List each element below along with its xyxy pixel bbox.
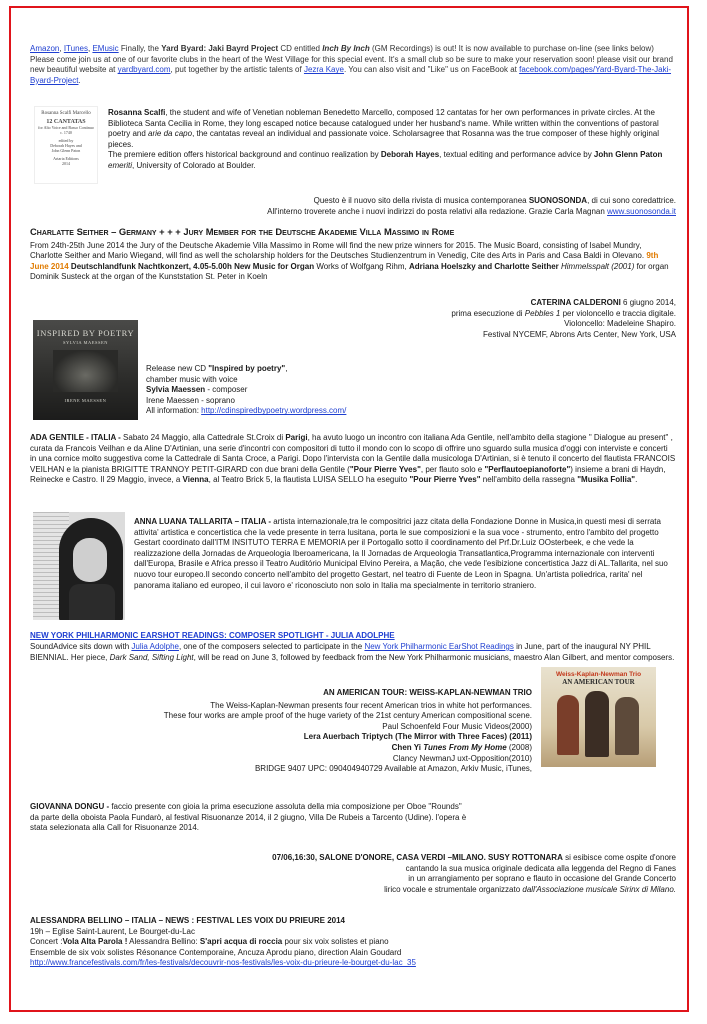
julia-link[interactable]: Julia Adolphe — [131, 642, 179, 651]
scalfi-text: , the student and wife of Venetian nobleman Benedetto Marcello, composed 12 cantatas for her own performances in private circles. At the Biblioteca Santa Cecilia in Rome, they long escaped notice because catalogued under her husband's name. While written within the conventions of pastoral poetry and — [108, 108, 659, 139]
wkn-cover-figure — [557, 695, 579, 755]
inspired-by-poetry-cover — [33, 320, 138, 420]
seither-text: Works of Wolfgang Rihm, — [314, 261, 409, 271]
amazon-link[interactable]: Amazon — [30, 44, 60, 53]
poetry-text: Irene Maessen - soprano — [146, 395, 235, 405]
seither-text: for organ Dominik Susteck at the organ of the Kunststation St. Peter in Koeln — [30, 261, 669, 282]
poetry-block — [146, 364, 546, 417]
scalfi-text: , textual editing and performance advice by — [439, 150, 594, 160]
intro-text: . You can also visit and "Like" us on FaceBook at — [343, 65, 520, 75]
yardbyard-link[interactable]: yardbyard.com — [117, 65, 171, 75]
bellino-piece: S'apri acqua di roccia — [199, 937, 283, 947]
earshot-block — [30, 631, 424, 642]
poetry-cover-photo — [53, 350, 118, 392]
poetry-text: chamber music with voice — [146, 374, 238, 384]
earshot-heading-link[interactable]: NEW YORK PHILHARMONIC EARSHOT READINGS: COMPOSER SPOTLIGHT - JULIA ADOLPHE — [30, 631, 395, 640]
wkn-text: BRIDGE 9407 UPC: 090404940729 Available at Amazon, Arkiv Music, iTunes, — [254, 764, 532, 774]
calderoni-name: CATERINA CALDERONI — [530, 298, 621, 307]
cover-line: edited by — [58, 138, 74, 143]
wkn-text: (2008) — [506, 742, 532, 752]
scalfi-text: The premiere edition offers historical background and continuo realization by — [108, 150, 381, 160]
poetry-cover-title: INSPIRED BY POETRY — [36, 328, 135, 338]
calderoni-text: Festival NYCEMF, Abrons Arts Center, New York, USA — [483, 329, 676, 339]
gentile-rassegna: "Musika Follia" — [577, 475, 636, 485]
poetry-text: All information: — [146, 406, 202, 416]
gentile-piece: "Pour Pierre Yves" — [349, 464, 421, 474]
gentile-name: ADA GENTILE - ITALIA - — [30, 433, 124, 442]
calderoni-text: per violoncello e traccia digitale. — [560, 308, 676, 318]
rottonara-text: in un arrangiamento per soprano e flauto in occasione del Grande Concerto — [408, 874, 676, 884]
intro-text: (GM Recordings) is out! It is now available to purchase on-line (see links below) Please come join us at one of our favorite clubs in the heart of the West Village for this special event. It's a small club so be sure to make your reservation soon! please visit our brand new beautiful website at — [30, 44, 673, 75]
dongu-paragraph — [30, 802, 470, 834]
scalfi-name: Rosanna Scalfi — [108, 108, 166, 117]
wkn-text: These four works are ample proof of the huge variety of the 21st century American compositional scene. — [163, 711, 532, 721]
cover-line: 2014 — [62, 161, 70, 166]
intro-paragraph: Amazon, ITunes, EMusic Finally, the Yard Byard: Jaki Bayrd Project CD entitled Inch By Inch (GM Recordings) is out! It is now available to purchase on-line (see links below) Please come join us at one of our favorite clubs in the heart of the West Village for this special event. It's a small club so be sure to make your reservation soon! please visit our brand new beautiful website at yardbyard.com, put together by the artistic talents of Jezra Kaye. You can also visit and "Like" us on FaceBook at facebook.com/pages/Yard-Byard-The-Jaki-Byard-Project. — [30, 44, 673, 85]
tallarita-name: ANNA LUANA TALLARITA – ITALIA - — [134, 517, 272, 526]
cover-line: Deborah Hayes and — [50, 143, 82, 148]
earshot-paragraph — [30, 642, 676, 663]
wkn-cover-title: Weiss-Kaplan-Newman Trio — [555, 671, 642, 678]
gentile-text: Sabato 24 Maggio, alla Cattedrale St.Croix di — [123, 433, 286, 442]
suonosonda-text: Questo è il nuovo sito della rivista di musica contemporanea — [313, 196, 529, 205]
bellino-heading: ALESSANDRA BELLINO – ITALIA – NEWS : FESTIVAL LES VOIX DU PRIEURE 2014 — [30, 916, 346, 925]
earshot-text: , will be read on June 3, followed by feedback from the New York Philharmonic musicians, maestro Alan Gilbert, and mentor composers. — [193, 652, 675, 662]
cover-line: Artaria Editions — [53, 156, 79, 161]
rottonara-text: cantando la sua musica originale dedicata alla leggenda del Regno di Fanes — [405, 863, 676, 873]
wkn-text: Clancy NewmanJ uxt-Opposition(2010) — [392, 753, 532, 763]
seither-bold: Adriana Hoelszky and Charlotte Seither — [408, 261, 559, 271]
suonosonda-text: All'interno troverete anche i nuovi indirizzi do posta relativi alla redazione. Grazie Carla Magnan — [267, 206, 608, 216]
intro-project: Yard Byard: Jaki Bayrd Project — [161, 44, 279, 53]
seither-text: From 24th-25th June 2014 the Jury of the Deutsche Akademie Villa Massimo in Rome will find the new prize winners for 2015. The Music Board, consisting of Isabel Mundry, Charlotte Seither and Mario Wiegand, will find as well the scholarship holders for the Deutsches Studienzentrum in Venedig, Cite des Arts in Paris and Casa Baldi in Olevano. — [30, 240, 647, 261]
cover-line: c. 1740 — [60, 130, 72, 135]
seither-italic: Himmelsspalt (2001) — [558, 261, 635, 271]
poetry-cover-sub: SYLVIA MAESSEN — [63, 340, 108, 345]
gentile-city: Parigi — [285, 433, 308, 442]
bellino-text: Concert : — [30, 937, 63, 947]
dongu-name: GIOVANNA DONGU - — [30, 802, 110, 811]
poetry-text: , — [285, 364, 288, 373]
cantatas-cover-image — [34, 106, 98, 184]
gentile-text: , ha avuto luogo un incontro con italiana Ada Gentile, nell'ambito della stagione " Dialogue au present" , curata da Francois Veilhan e da Aline D'Artinian, una serie d'incontri con compositori di tutto il mondo con lo scopo di offrire uno sguardo sulla musica d'oggi con interviste e concerti in una cornice molto suggestiva come la Cattedrale di Santa Croce, a Parigi. Dopo l'intervista con la Gentile dalla musicologa D'Artinian, si è tenuto il concerto del flautista FRANCOIS VEILHAN e la pianista BRIGITTE TRANNOY PETIT-GIRARD con due brani della Gentile ( — [30, 433, 676, 474]
scalfi-text: , University of Colorado at Boulder. — [132, 160, 256, 170]
bellino-block — [30, 916, 676, 969]
scalfi-emeriti: emeriti — [108, 160, 133, 170]
scalfi-paton: John Glenn Paton — [593, 150, 663, 160]
cover-line: Rosanna Scalfi Marcello — [41, 111, 91, 116]
gentile-city: Vienna — [182, 475, 209, 485]
rottonara-assoc: dall'Associazione musicale Sirinx di Milano. — [522, 884, 676, 894]
wkn-heading: AN AMERICAN TOUR: WEISS-KAPLAN-NEWMAN TRIO — [323, 688, 532, 697]
scalfi-hayes: Deborah Hayes — [380, 150, 440, 160]
wkn-work: Lera Auerbach Triptych (The Mirror with Three Faces) (2011) — [303, 732, 532, 742]
wkn-composer: Chen Yi — [391, 742, 424, 752]
gentile-text: nell'ambito della rassegna — [480, 475, 578, 485]
wkn-cover-figure — [615, 697, 639, 755]
facebook-link[interactable]: facebook.com/pages/Yard-Byard-The-Jaki-Byard-Project — [30, 65, 672, 85]
suonosonda-block — [30, 196, 676, 217]
earshot-piece: Dark Sand, Sifting Light — [109, 652, 194, 662]
bellino-text: Ensemble de six voix solistes Résonance Contemporaine, Ancuza Aprodu piano, direction Alain Goudard — [30, 947, 402, 957]
bellino-text: 19h – Eglise Saint-Laurent, Le Bourget-du-Lac — [30, 926, 195, 936]
cover-line: John Glenn Paton — [51, 148, 81, 153]
gentile-text: . — [635, 475, 638, 485]
poetry-composer: Sylvia Maessen — [146, 385, 206, 395]
scalfi-paragraph — [108, 108, 678, 172]
gentile-paragraph — [30, 433, 676, 486]
seither-date: 9th June 2014 — [30, 251, 659, 271]
calderoni-text: 6 giugno 2014, — [620, 298, 676, 307]
suonosonda-name: SUONOSONDA — [528, 196, 588, 205]
scalfi-italic: arie da capo — [148, 129, 193, 139]
gentile-text: , per flauto solo e — [420, 464, 485, 474]
wkn-cover-sub: AN AMERICAN TOUR — [562, 678, 635, 686]
gentile-piece: "Pour Pierre Yves" — [409, 475, 481, 485]
bellino-text: pour six voix solistes et piano — [282, 937, 389, 947]
gentile-piece: "Perflautoepianoforte" — [484, 464, 571, 474]
rottonara-text: lirico vocale e strumentale organizzato — [384, 884, 523, 894]
intro-text: , put together by the artistic talents of — [170, 65, 304, 75]
jezra-link[interactable]: Jezra Kaye — [303, 65, 344, 75]
tallarita-photo — [33, 512, 125, 620]
itunes-link[interactable]: ITunes — [63, 44, 88, 53]
calderoni-piece: Pebbles 1 — [524, 308, 561, 318]
intro-text: CD entitled — [278, 44, 323, 53]
rottonara-block — [30, 853, 676, 895]
calderoni-text: prima esecuzione di — [451, 308, 525, 318]
bellino-text: Alessandra Bellino: — [127, 937, 200, 947]
cover-title: 12 CANTATAS — [46, 119, 86, 125]
readings-link[interactable]: New York Philharmonic EarShot Readings — [364, 642, 514, 651]
wkn-work: Tunes From My Home — [423, 742, 507, 752]
american-tour-cover — [541, 667, 656, 767]
poetry-text: - composer — [205, 385, 248, 395]
seither-block — [30, 227, 676, 283]
earshot-text: , one of the composers selected to participate in the — [178, 642, 365, 651]
intro-text: . — [78, 75, 81, 85]
bellino-concert: Vola Alta Parola ! — [62, 937, 128, 947]
suonosonda-link[interactable]: www.suonosonda.it — [607, 206, 676, 216]
poetry-text: Release new CD — [146, 364, 209, 373]
earshot-text: SoundAdvice sits down with — [30, 642, 132, 651]
intro-cd-title: Inch By Inch — [322, 44, 370, 53]
poetry-cover-sub: IRENE MAESSEN — [64, 398, 107, 403]
tallarita-paragraph — [134, 517, 678, 591]
intro-text: Finally, the — [118, 44, 162, 53]
rottonara-text: si esibisce come ospite d'onore — [562, 853, 676, 862]
francefestivals-link[interactable]: http://www.francefestivals.com/fr/les-festivals/decouvrir-nos-festivals/les-voix-du-prieure-le-bourget-du-lac_35 — [30, 958, 416, 968]
wkn-text: The Weiss-Kaplan-Newman presents four recent American trios in white hot performances. — [210, 700, 532, 710]
poetry-cd-title: "Inspired by poetry" — [208, 364, 286, 373]
earshot-text: in June, part of the inaugural NY PHIL BIENNIAL. Her piece, — [30, 642, 651, 662]
emusic-link[interactable]: EMusic — [92, 44, 119, 53]
scalfi-text: , the cantatas reveal an individual and passionate voice. Scholarsagree that Rosanna was the true composer of these highly original pieces. — [108, 129, 660, 149]
rottonara-heading: 07/06,16:30, SALONE D'ONORE, CASA VERDI –MILANO. SUSY ROTTONARA — [272, 853, 563, 862]
suonosonda-text: , di cui sono coredattrice. — [587, 196, 676, 205]
gentile-text: , al Teatro Brick 5, la flautista LUISA SELLO ha eseguito — [208, 475, 410, 485]
wkn-block — [30, 688, 532, 775]
calderoni-text: Violoncello: Madeleine Shapiro. — [564, 319, 676, 329]
photo-shoulders — [69, 584, 115, 620]
dongu-text: faccio presente con gioia la prima esecuzione assoluta della mia composizione per Oboe "Rounds" da parte della oboista Paola Fundarò, al festival Risuonanze 2014, il 2 giugno, Villa De Rubeis a Tarcento (Udine). l'opera è stata selezionata alla Call for Risuonanze 2014. — [30, 802, 467, 833]
wkn-cover-figure — [585, 691, 609, 757]
wkn-text: Paul Schoenfeld Four Music Videos(2000) — [382, 721, 532, 731]
gentile-text: ) insieme a brani di Haydn, Reinecke e Castro. Il 29 Maggio, invece, a — [30, 464, 666, 485]
seither-bold: Deutschlandfunk Nachtkonzert, 4.05-5.00h New Music for Organ — [68, 261, 315, 271]
poetry-link[interactable]: http://cdinspiredbypoetry.wordpress.com/ — [201, 406, 347, 416]
tallarita-text: artista internazionale,tra le compositrici jazz citata della Fondazione Donne in Musica,in questi mesi di serrata attivita' artistica e concertistica che la vede presente in terra lusitana, porta le sue composizioni e la sua voce - strumento, entro l'ambito del progetto Gestart coordinato dall'ITM INSITUTO TERRA E MEMORIA per il Portogallo sotto il coordinamento del Prf.Dr.Luiz OOsterbeek, e che vede la realizzazione della Jornadas de Arqueologia Iberoamericana, la II Jornadas de Arqueologia Transatlantica,Programma internazionale con interventi dall'Europa, Brasile e Africa presso il Teatro Auditório Municipal Elvino Pereira, a Mação, che vede l'esibizione concertistica Jazz di AL.Tallarita, nel suo nuovo tour europeo.Il secondo concerto nell'ambito del progetto Gestart, nel teatro di Fuente de Leon in Spagna. Un'artista poliedrica, rarita' nel panorama italiano ed europeo, il cui lavoro e' riconosciuto non solo in Italia ma specialmente in territorio straniero. — [134, 517, 668, 590]
photo-face — [73, 538, 107, 582]
seither-heading: Charlatte Seither – Germany + + + Jury Member for the Deutsche Akademie Villa Massimo in Rome — [30, 226, 455, 237]
cover-line: for Alto Voice and Basso Continuo — [38, 125, 94, 130]
